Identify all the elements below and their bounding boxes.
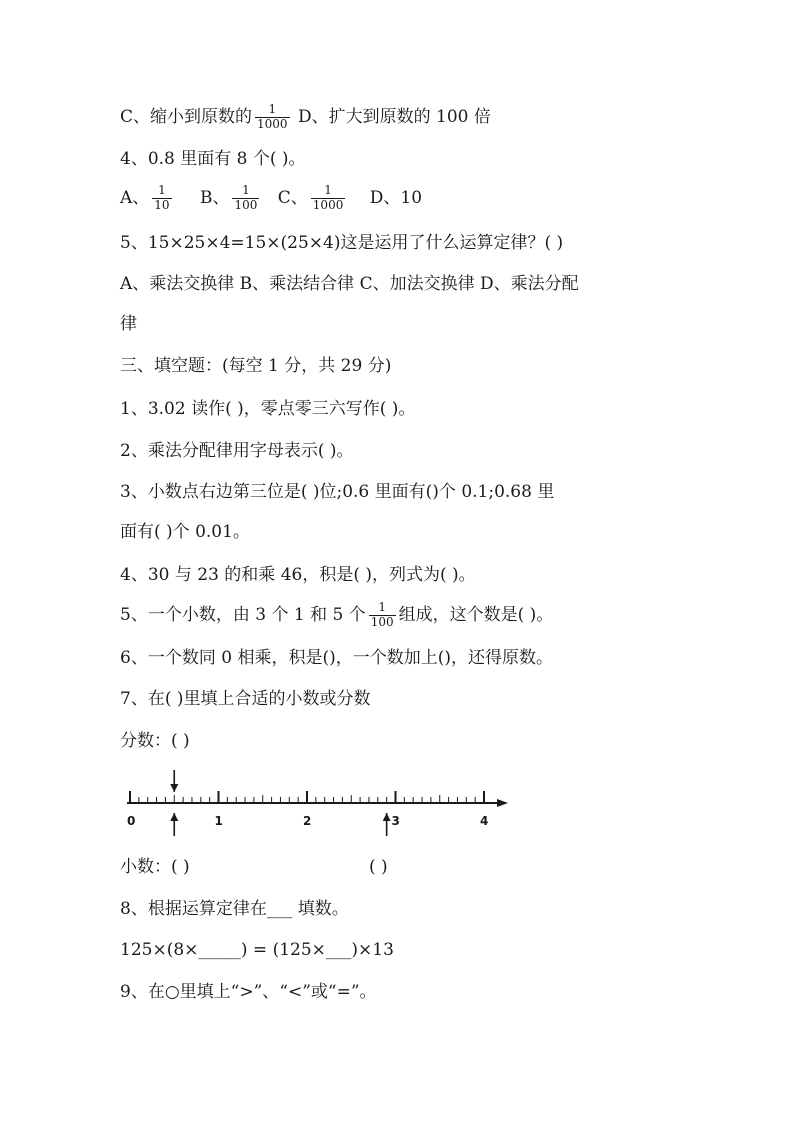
fill-question-7: 7、在( )里填上合适的小数或分数 [120, 689, 371, 709]
fill-question-5-text-b: 组成，这个数是( )。 [398, 604, 554, 625]
fill-question-8: 8、根据运算定律在___ 填数。 [120, 899, 349, 919]
fill-question-6: 6、一个数同 0 相乘，积是()，一个数加上()，还得原数。 [120, 648, 553, 668]
number-line-label: 3 [391, 814, 400, 828]
down-arrow-icon [170, 770, 178, 792]
number-line-label: 2 [303, 814, 312, 828]
number-line-diagram [0, 768, 794, 838]
decimal-prompt [120, 859, 190, 876]
option-b-label: B、 [199, 187, 230, 208]
option-d-label: D、10 [369, 187, 423, 208]
option-a-label: A、 [120, 187, 150, 208]
section-3-heading: 三、填空题：(每空 1 分，共 29 分) [120, 356, 392, 376]
number-line-label: 0 [127, 814, 136, 828]
question-4-options [120, 184, 422, 213]
option-d-text: D、扩大到原数的 100 倍 [297, 106, 491, 127]
fraction-1-100: $\frac{1}{100}$ [234, 183, 258, 212]
fraction-1-1000: $\frac{1}{1000}$ [257, 102, 288, 131]
number-line-label: 1 [214, 814, 223, 828]
fill-question-3: 3、小数点右边第三位是( )位;0.6 里面有()个 0.1;0.68 里 [120, 482, 555, 502]
option-c-text: C、缩小到原数的 [120, 106, 253, 127]
number-line-arrowhead [497, 799, 508, 807]
fill-question-2: 2、乘法分配律用字母表示( )。 [120, 441, 354, 461]
fill-question-1: 1、3.02 读作( )，零点零三六写作( )。 [120, 399, 416, 419]
fraction-1-1000-b: $\frac{1}{1000}$ [312, 183, 344, 212]
fill-question-8-equation: 125×(8×_____) = (125×___)×13 [120, 940, 394, 960]
fraction-1-100-b: $\frac{1}{100}$ [370, 600, 394, 629]
fraction-1-10: $\frac{1}{10}$ [154, 183, 170, 212]
number-line-label: 4 [480, 814, 489, 828]
fraction-prompt: 分数：( ) [120, 731, 190, 751]
fill-question-3-wrap: 面有( )个 0.01。 [120, 522, 250, 542]
question-5-options-wrap: 律 [120, 314, 137, 334]
fill-question-9: 9、在○里填上“>”、“<”或“=”。 [120, 982, 377, 1002]
number-line-labels [127, 814, 488, 828]
up-arrow-icon [383, 813, 391, 836]
question-5-options: A、乘法交换律 B、乘法结合律 C、加法交换律 D、乘法分配 [120, 274, 579, 294]
fill-question-5 [120, 601, 553, 630]
fill-question-5-text-a: 5、一个小数，由 3 个 1 和 5 个 [120, 604, 366, 625]
decimal-second-blank [369, 859, 388, 876]
option-c-label: C、 [277, 187, 308, 208]
option-line-c-d [120, 103, 491, 132]
number-line-ticks [130, 791, 484, 803]
decimal-prompt-label: 小数：( ) [120, 857, 190, 877]
question-5: 5、15×25×4=15×(25×4)这是运用了什么运算定律？( ) [120, 233, 564, 253]
question-4: 4、0.8 里面有 8 个( )。 [120, 149, 306, 169]
up-arrow-icon [170, 813, 178, 836]
decimal-blank-2: ( ) [369, 857, 388, 877]
fill-question-4: 4、30 与 23 的和乘 46，积是( )，列式为( )。 [120, 565, 476, 585]
